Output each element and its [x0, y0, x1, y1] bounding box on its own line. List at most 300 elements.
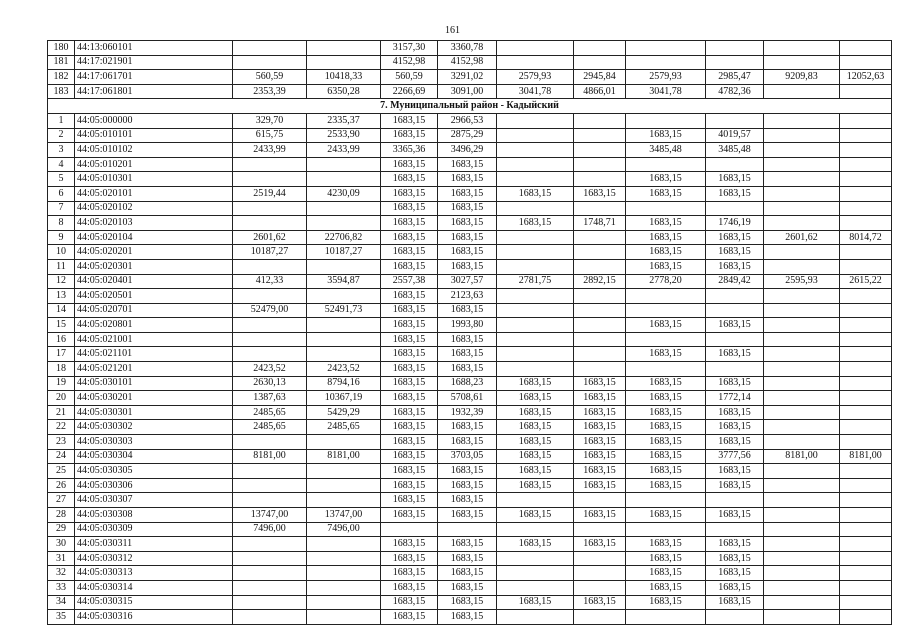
row-number-cell: 15 [48, 318, 75, 333]
value-cell: 5429,29 [307, 405, 381, 420]
value-cell [706, 522, 764, 537]
value-cell: 1683,15 [626, 347, 706, 362]
value-cell [497, 55, 574, 70]
value-cell: 1683,15 [706, 478, 764, 493]
value-cell [764, 376, 840, 391]
value-cell: 1683,15 [626, 478, 706, 493]
value-cell [233, 464, 307, 479]
value-cell: 1683,15 [497, 376, 574, 391]
value-cell: 3041,78 [626, 84, 706, 99]
value-cell: 8014,72 [840, 230, 892, 245]
table-row [48, 157, 892, 172]
value-cell: 2433,99 [307, 143, 381, 158]
cadastral-code-cell: 44:17:061701 [75, 70, 233, 85]
table-row [48, 537, 892, 552]
value-cell: 4152,98 [438, 55, 497, 70]
table-row [48, 230, 892, 245]
value-cell [764, 595, 840, 610]
cadastral-code-cell: 44:05:020102 [75, 201, 233, 216]
row-number-cell: 6 [48, 186, 75, 201]
value-cell: 6350,28 [307, 84, 381, 99]
value-cell: 8181,00 [764, 449, 840, 464]
row-number-cell: 26 [48, 478, 75, 493]
value-cell: 1683,15 [626, 186, 706, 201]
cadastral-code-cell: 44:05:030305 [75, 464, 233, 479]
value-cell [497, 230, 574, 245]
value-cell: 1932,39 [438, 405, 497, 420]
value-cell [233, 551, 307, 566]
value-cell [307, 566, 381, 581]
value-cell [764, 113, 840, 128]
value-cell [840, 128, 892, 143]
value-cell: 1683,15 [438, 186, 497, 201]
value-cell [307, 216, 381, 231]
row-number-cell: 21 [48, 405, 75, 420]
table-row [48, 449, 892, 464]
row-number-cell: 19 [48, 376, 75, 391]
table-row [48, 303, 892, 318]
value-cell [307, 595, 381, 610]
value-cell [706, 55, 764, 70]
cadastral-code-cell: 44:05:021001 [75, 332, 233, 347]
value-cell [626, 289, 706, 304]
value-cell: 1683,15 [381, 201, 438, 216]
value-cell: 1683,15 [438, 537, 497, 552]
value-cell: 1683,15 [381, 464, 438, 479]
value-cell [233, 610, 307, 625]
value-cell: 1683,15 [381, 566, 438, 581]
value-cell: 1683,15 [381, 478, 438, 493]
cadastral-code-cell: 44:13:060101 [75, 41, 233, 56]
value-cell [840, 245, 892, 260]
cadastral-code-cell: 44:05:030316 [75, 610, 233, 625]
row-number-cell: 181 [48, 55, 75, 70]
value-cell: 1683,15 [381, 376, 438, 391]
table-row [48, 566, 892, 581]
value-cell [233, 41, 307, 56]
row-number-cell: 11 [48, 259, 75, 274]
table-row [48, 186, 892, 201]
value-cell [764, 435, 840, 450]
cadastral-code-cell: 44:05:010102 [75, 143, 233, 158]
value-cell: 4019,57 [706, 128, 764, 143]
value-cell: 8181,00 [840, 449, 892, 464]
value-cell [840, 41, 892, 56]
cadastral-code-cell: 44:05:020501 [75, 289, 233, 304]
value-cell [840, 493, 892, 508]
cadastral-code-cell: 44:05:020401 [75, 274, 233, 289]
table-row [48, 551, 892, 566]
value-cell [764, 610, 840, 625]
value-cell: 1683,15 [626, 128, 706, 143]
value-cell: 1683,15 [574, 595, 626, 610]
row-number-cell: 180 [48, 41, 75, 56]
value-cell [840, 303, 892, 318]
value-cell [840, 551, 892, 566]
value-cell [764, 580, 840, 595]
table-row [48, 580, 892, 595]
value-cell [233, 157, 307, 172]
cadastral-code-cell: 44:05:030312 [75, 551, 233, 566]
value-cell [497, 551, 574, 566]
value-cell: 1683,15 [497, 420, 574, 435]
value-cell [840, 186, 892, 201]
value-cell [497, 289, 574, 304]
value-cell: 2123,63 [438, 289, 497, 304]
value-cell [574, 522, 626, 537]
value-cell: 1683,15 [497, 478, 574, 493]
cadastral-code-cell: 44:05:021101 [75, 347, 233, 362]
value-cell: 2630,13 [233, 376, 307, 391]
value-cell [764, 201, 840, 216]
value-cell: 1683,15 [381, 230, 438, 245]
value-cell: 1683,15 [574, 420, 626, 435]
value-cell [497, 318, 574, 333]
value-cell [706, 303, 764, 318]
table-row [48, 245, 892, 260]
value-cell [307, 464, 381, 479]
value-cell: 1683,15 [706, 245, 764, 260]
row-number-cell: 7 [48, 201, 75, 216]
value-cell [706, 493, 764, 508]
value-cell: 1683,15 [381, 610, 438, 625]
value-cell [574, 566, 626, 581]
value-cell: 2778,20 [626, 274, 706, 289]
value-cell: 12052,63 [840, 70, 892, 85]
value-cell: 1683,15 [574, 478, 626, 493]
cadastral-value-table [47, 40, 892, 625]
value-cell: 1683,15 [497, 405, 574, 420]
value-cell [764, 84, 840, 99]
value-cell [764, 566, 840, 581]
value-cell [626, 522, 706, 537]
value-cell: 1683,15 [381, 449, 438, 464]
value-cell: 1683,15 [497, 216, 574, 231]
value-cell: 3360,78 [438, 41, 497, 56]
row-number-cell: 33 [48, 580, 75, 595]
value-cell [307, 41, 381, 56]
value-cell: 1683,15 [626, 391, 706, 406]
value-cell: 4866,01 [574, 84, 626, 99]
value-cell [706, 289, 764, 304]
value-cell: 1683,15 [381, 551, 438, 566]
value-cell: 3703,05 [438, 449, 497, 464]
value-cell: 1683,15 [381, 128, 438, 143]
row-number-cell: 35 [48, 610, 75, 625]
cadastral-code-cell: 44:05:030303 [75, 435, 233, 450]
value-cell: 1683,15 [626, 318, 706, 333]
value-cell [307, 493, 381, 508]
value-cell: 1683,15 [438, 332, 497, 347]
value-cell: 560,59 [381, 70, 438, 85]
value-cell: 2945,84 [574, 70, 626, 85]
value-cell: 3496,29 [438, 143, 497, 158]
value-cell [233, 332, 307, 347]
value-cell [307, 259, 381, 274]
table-row [48, 201, 892, 216]
value-cell: 1683,15 [706, 508, 764, 523]
table-row [48, 274, 892, 289]
value-cell: 2892,15 [574, 274, 626, 289]
value-cell: 1683,15 [438, 478, 497, 493]
value-cell [497, 172, 574, 187]
value-cell [497, 580, 574, 595]
value-cell [574, 347, 626, 362]
value-cell [574, 128, 626, 143]
value-cell: 1683,15 [381, 303, 438, 318]
value-cell [840, 216, 892, 231]
value-cell: 2849,42 [706, 274, 764, 289]
value-cell: 2966,53 [438, 113, 497, 128]
value-cell: 2875,29 [438, 128, 497, 143]
row-number-cell: 13 [48, 289, 75, 304]
value-cell: 1683,15 [574, 186, 626, 201]
row-number-cell: 25 [48, 464, 75, 479]
value-cell: 1683,15 [706, 580, 764, 595]
value-cell [574, 551, 626, 566]
row-number-cell: 9 [48, 230, 75, 245]
row-number-cell: 24 [48, 449, 75, 464]
value-cell [706, 201, 764, 216]
table-row [48, 610, 892, 625]
value-cell [706, 157, 764, 172]
cadastral-code-cell: 44:05:030309 [75, 522, 233, 537]
cadastral-code-cell: 44:05:020103 [75, 216, 233, 231]
value-cell [840, 580, 892, 595]
value-cell [764, 216, 840, 231]
value-cell: 1683,15 [706, 435, 764, 450]
value-cell: 1746,19 [706, 216, 764, 231]
value-cell [497, 493, 574, 508]
page-number: 161 [445, 25, 460, 36]
table-row [48, 493, 892, 508]
value-cell [574, 332, 626, 347]
value-cell: 3291,02 [438, 70, 497, 85]
value-cell [574, 172, 626, 187]
value-cell: 1683,15 [626, 172, 706, 187]
value-cell [626, 332, 706, 347]
value-cell [233, 318, 307, 333]
value-cell: 2615,22 [840, 274, 892, 289]
row-number-cell: 28 [48, 508, 75, 523]
value-cell: 1683,15 [626, 259, 706, 274]
value-cell [764, 318, 840, 333]
value-cell [764, 172, 840, 187]
value-cell: 1683,15 [574, 376, 626, 391]
value-cell: 2485,65 [233, 420, 307, 435]
row-number-cell: 14 [48, 303, 75, 318]
value-cell [764, 508, 840, 523]
value-cell [764, 245, 840, 260]
value-cell: 1683,15 [626, 420, 706, 435]
row-number-cell: 182 [48, 70, 75, 85]
value-cell [497, 128, 574, 143]
value-cell: 2579,93 [626, 70, 706, 85]
table-row [48, 113, 892, 128]
value-cell: 2781,75 [497, 274, 574, 289]
cadastral-code-cell: 44:05:030201 [75, 391, 233, 406]
value-cell: 1683,15 [381, 289, 438, 304]
table-row [48, 405, 892, 420]
value-cell: 1683,15 [626, 537, 706, 552]
row-number-cell: 16 [48, 332, 75, 347]
value-cell: 1683,15 [438, 216, 497, 231]
value-cell: 4152,98 [381, 55, 438, 70]
value-cell: 1683,15 [381, 493, 438, 508]
table-row [48, 143, 892, 158]
value-cell [307, 172, 381, 187]
value-cell [840, 376, 892, 391]
value-cell [574, 303, 626, 318]
value-cell: 1683,15 [438, 595, 497, 610]
row-number-cell: 1 [48, 113, 75, 128]
value-cell [626, 610, 706, 625]
row-number-cell: 22 [48, 420, 75, 435]
value-cell [574, 157, 626, 172]
cadastral-code-cell: 44:05:020101 [75, 186, 233, 201]
value-cell: 3157,30 [381, 41, 438, 56]
value-cell [497, 347, 574, 362]
value-cell [764, 537, 840, 552]
table-row [48, 478, 892, 493]
value-cell [764, 362, 840, 377]
value-cell [626, 55, 706, 70]
value-cell: 1683,15 [497, 435, 574, 450]
value-cell: 1683,15 [381, 186, 438, 201]
value-cell: 5708,61 [438, 391, 497, 406]
section-header-row [48, 99, 892, 114]
value-cell [233, 435, 307, 450]
cadastral-code-cell: 44:05:020201 [75, 245, 233, 260]
value-cell: 1683,15 [626, 580, 706, 595]
cadastral-code-cell: 44:17:061801 [75, 84, 233, 99]
table-row [48, 362, 892, 377]
row-number-cell: 3 [48, 143, 75, 158]
value-cell [233, 259, 307, 274]
value-cell: 1683,15 [497, 508, 574, 523]
cadastral-code-cell: 44:05:030315 [75, 595, 233, 610]
row-number-cell: 32 [48, 566, 75, 581]
value-cell: 52479,00 [233, 303, 307, 318]
value-cell: 7496,00 [307, 522, 381, 537]
value-cell: 2485,65 [233, 405, 307, 420]
value-cell [764, 551, 840, 566]
value-cell [574, 289, 626, 304]
value-cell: 52491,73 [307, 303, 381, 318]
cadastral-code-cell: 44:05:030313 [75, 566, 233, 581]
value-cell [840, 391, 892, 406]
value-cell: 3091,00 [438, 84, 497, 99]
cadastral-code-cell: 44:17:021901 [75, 55, 233, 70]
value-cell [574, 318, 626, 333]
table-row [48, 391, 892, 406]
value-cell [233, 55, 307, 70]
value-cell: 1683,15 [706, 595, 764, 610]
value-cell: 1683,15 [438, 347, 497, 362]
value-cell: 1683,15 [438, 230, 497, 245]
value-cell: 3777,56 [706, 449, 764, 464]
value-cell [764, 128, 840, 143]
value-cell: 3027,57 [438, 274, 497, 289]
value-cell: 1683,15 [438, 551, 497, 566]
value-cell: 2557,38 [381, 274, 438, 289]
row-number-cell: 12 [48, 274, 75, 289]
cadastral-code-cell: 44:05:030304 [75, 449, 233, 464]
value-cell [233, 289, 307, 304]
value-cell: 1993,80 [438, 318, 497, 333]
value-cell: 2533,90 [307, 128, 381, 143]
value-cell: 1683,15 [381, 172, 438, 187]
value-cell: 8181,00 [307, 449, 381, 464]
value-cell [307, 332, 381, 347]
value-cell [307, 289, 381, 304]
value-cell [574, 245, 626, 260]
section-title: 7. Муниципальный район - Кадыйский [48, 99, 892, 114]
value-cell [307, 435, 381, 450]
value-cell: 1683,15 [438, 493, 497, 508]
value-cell [840, 478, 892, 493]
value-cell: 2519,44 [233, 186, 307, 201]
value-cell [626, 303, 706, 318]
value-cell [840, 566, 892, 581]
value-cell [840, 420, 892, 435]
value-cell [497, 522, 574, 537]
value-cell: 10367,19 [307, 391, 381, 406]
value-cell: 1683,15 [706, 464, 764, 479]
value-cell [497, 332, 574, 347]
value-cell [574, 143, 626, 158]
value-cell: 1683,15 [438, 259, 497, 274]
value-cell: 1683,15 [381, 216, 438, 231]
cadastral-code-cell: 44:05:030307 [75, 493, 233, 508]
value-cell: 2595,93 [764, 274, 840, 289]
value-cell [307, 55, 381, 70]
table-row [48, 70, 892, 85]
value-cell [233, 537, 307, 552]
value-cell: 1683,15 [497, 537, 574, 552]
value-cell: 1683,15 [706, 230, 764, 245]
table-row [48, 55, 892, 70]
value-cell [840, 113, 892, 128]
value-cell [840, 143, 892, 158]
value-cell: 22706,82 [307, 230, 381, 245]
value-cell [840, 610, 892, 625]
value-cell: 1683,15 [706, 551, 764, 566]
value-cell: 3041,78 [497, 84, 574, 99]
value-cell [497, 259, 574, 274]
value-cell [706, 41, 764, 56]
value-cell [840, 84, 892, 99]
value-cell [764, 332, 840, 347]
value-cell: 2266,69 [381, 84, 438, 99]
value-cell: 1683,15 [381, 405, 438, 420]
value-cell [626, 493, 706, 508]
value-cell: 1683,15 [574, 435, 626, 450]
cadastral-code-cell: 44:05:010101 [75, 128, 233, 143]
value-cell: 1683,15 [626, 216, 706, 231]
table-row [48, 347, 892, 362]
value-cell: 560,59 [233, 70, 307, 85]
value-cell: 1683,15 [438, 245, 497, 260]
value-cell: 4230,09 [307, 186, 381, 201]
cadastral-code-cell: 44:05:010301 [75, 172, 233, 187]
cadastral-code-cell: 44:05:000000 [75, 113, 233, 128]
value-cell: 10418,33 [307, 70, 381, 85]
value-cell [764, 464, 840, 479]
value-cell: 10187,27 [307, 245, 381, 260]
value-cell: 1683,15 [381, 245, 438, 260]
value-cell [574, 230, 626, 245]
